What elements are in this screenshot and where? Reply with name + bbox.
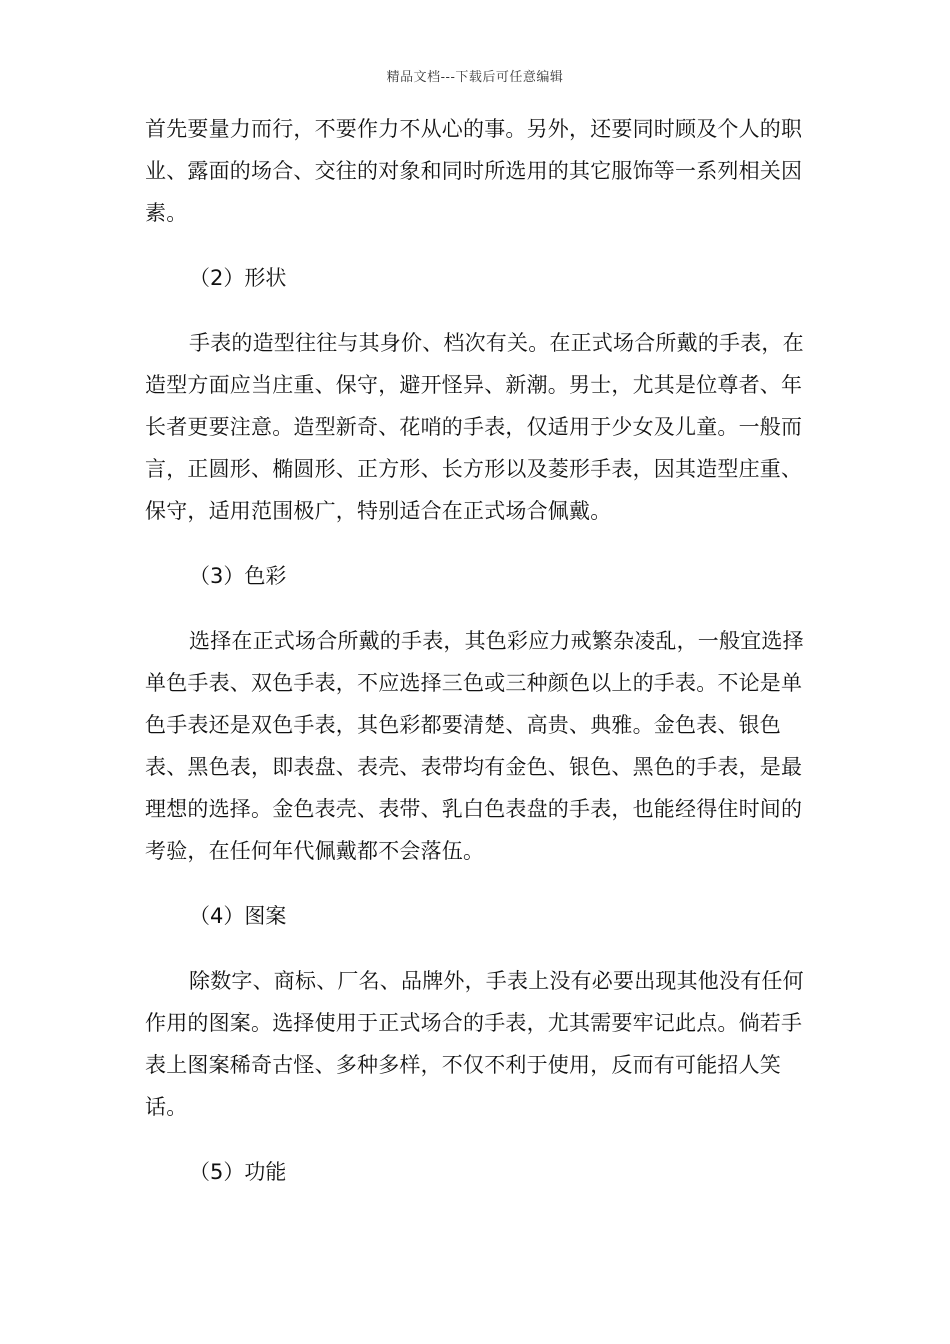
document-body: [145, 108, 810, 1193]
heading-color: （3）色彩: [189, 564, 287, 588]
page-header: 精品文档---下载后可任意编辑: [386, 70, 564, 85]
paragraph-shape: 手表的造型往往与其身价、档次有关。在正式场合所戴的手表，在造型方面应当庄重、保守，避开怪异、新潮。男士，尤其是位尊者、年长者更要注意。造型新奇、花哨的手表，仅适用于少女及儿童。一般而言，正圆形、椭圆形、正方形、长方形以及菱形手表，因其造型庄重、保守，适用范围极广，特别适合在正式场合佩戴。: [145, 331, 804, 523]
paragraph-pattern: 除数字、商标、厂名、品牌外，手表上没有必要出现其他没有任何作用的图案。选择使用于正式场合的手表，尤其需要牢记此点。倘若手表上图案稀奇古怪、多种多样，不仅不利于使用，反而有可能招人笑话。: [145, 969, 804, 1119]
paragraph-color: 选择在正式场合所戴的手表，其色彩应力戒繁杂凌乱，一般宜选择单色手表、双色手表，不应选择三色或三种颜色以上的手表。不论是单色手表还是双色手表，其色彩都要清楚、高贵、典雅。金色表、银色表、黑色表，即表盘、表壳、表带均有金色、银色、黑色的手表，是最理想的选择。金色表壳、表带、乳白色表盘的手表，也能经得住时间的考验，在任何年代佩戴都不会落伍。: [145, 629, 804, 863]
paragraph-intro: 首先要量力而行，不要作力不从心的事。另外，还要同时顾及个人的职业、露面的场合、交往的对象和同时所选用的其它服饰等一系列相关因素。: [145, 117, 803, 225]
heading-pattern: （4）图案: [189, 904, 287, 928]
heading-function: （5）功能: [189, 1160, 287, 1184]
heading-shape: （2）形状: [189, 266, 287, 290]
